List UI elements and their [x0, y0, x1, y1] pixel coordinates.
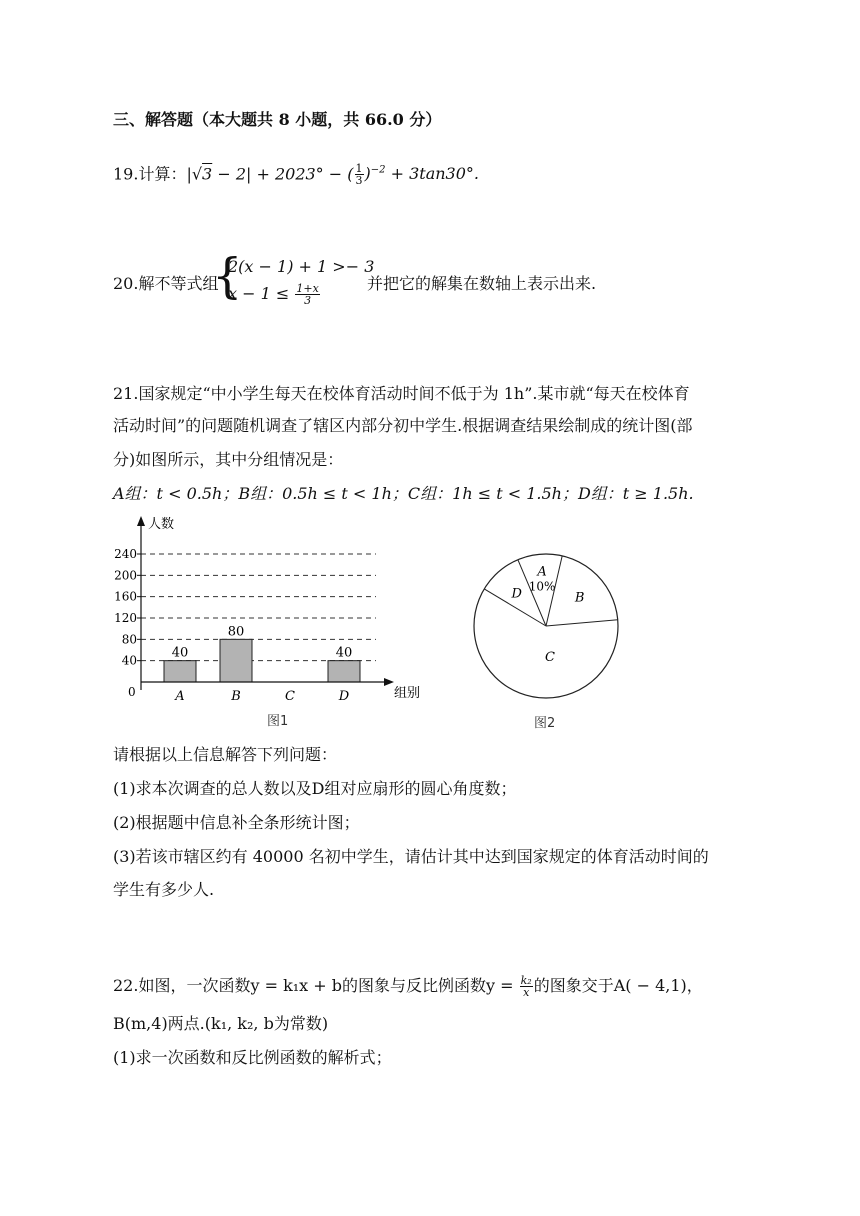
- q20-row1: 2(x − 1) + 1 >− 3: [228, 257, 375, 276]
- q22-part1: (1)求一次函数和反比例函数的解析式；: [113, 1048, 392, 1067]
- q22-line1: 22.如图，一次函数y = k₁x + b的图象与反比例函数y = $\frac{\text{k₂}}{x}$ 的图象交于A( − 4,1)，: [113, 974, 703, 999]
- q19-prefix: 19.计算：: [113, 164, 187, 184]
- pie-label-d: D: [511, 586, 522, 602]
- q21-line1: 21.国家规定“中小学生每天在校体育活动时间不低于为 1h”.某市就“每天在校体育: [113, 384, 690, 403]
- q21-part1: (1)求本次调查的总人数以及D组对应扇形的圆心角度数；: [113, 779, 517, 798]
- bar-data-label: 40: [171, 645, 189, 661]
- y-tick-label: 40: [121, 653, 137, 668]
- y-axis-arrow: [137, 516, 145, 526]
- x-tick-label: C: [285, 689, 295, 704]
- bar-d: [328, 661, 360, 682]
- q22-line2: B(m,4)两点.(k₁, k₂, b为常数): [113, 1014, 329, 1033]
- section-heading: 三、解答题（本大题共 8 小题，共 66.0 分）: [113, 110, 442, 129]
- x-tick-label: B: [231, 689, 241, 704]
- q20-row2: x − 1 ≤ $\frac{1+x}{3}$: [228, 282, 319, 307]
- y-tick-label: 120: [114, 611, 137, 625]
- x-tick-label: D: [338, 689, 350, 704]
- bar-b: [220, 639, 252, 682]
- pie-chart: [468, 548, 628, 708]
- y-tick-label: 0: [128, 685, 136, 699]
- q21-part2: (2)根据题中信息补全条形统计图；: [113, 813, 360, 832]
- pie-label-c: C: [545, 650, 555, 665]
- bar-a: [164, 661, 196, 682]
- x-axis-label: 组别: [394, 686, 421, 701]
- pie-label-b: B: [574, 590, 585, 606]
- bar-data-label: 40: [335, 645, 353, 661]
- q21-part3a: (3)若该市辖区约有 40000 名初中学生，请估计其中达到国家规定的体育活动时间的: [113, 847, 709, 866]
- q21-groups: A组：t < 0.5h；B组：0.5h ≤ t < 1h；C组：1h ≤ t < 1.5h；D组：t ≥ 1.5h.: [113, 484, 694, 503]
- question-19: 19.计算：|√3 − 2| + 2023° − ( $\frac{1}{3}$ )$^{-2}$ + 3tan30°.: [113, 162, 479, 188]
- q21-line3: 分)如图所示，其中分组情况是：: [113, 450, 344, 469]
- q20-prefix: 20.解不等式组: [113, 274, 219, 293]
- y-tick-label: 240: [114, 547, 137, 561]
- y-tick-label: 80: [121, 632, 137, 647]
- bar-caption: 图1: [267, 714, 289, 729]
- y-tick-label: 160: [114, 589, 137, 604]
- q20-suffix: 并把它的解集在数轴上表示出来.: [367, 274, 597, 293]
- y-tick-label: 200: [114, 568, 137, 583]
- q21-ask: 请根据以上信息解答下列问题：: [113, 745, 338, 764]
- pie-label-a: A: [537, 564, 547, 580]
- q21-part3b: 学生有多少人.: [113, 880, 215, 899]
- x-axis-arrow: [384, 678, 394, 686]
- q21-line2: 活动时间”的问题随机调查了辖区内部分初中学生.根据调查结果绘制成的统计图(部: [113, 416, 693, 435]
- y-axis-label: 人数: [148, 517, 175, 532]
- pie-percent-label: 10%: [528, 579, 556, 594]
- bar-chart: [114, 512, 438, 712]
- pie-caption: 图2: [534, 716, 556, 731]
- x-tick-label: A: [175, 689, 185, 704]
- bar-data-label: 80: [227, 624, 245, 640]
